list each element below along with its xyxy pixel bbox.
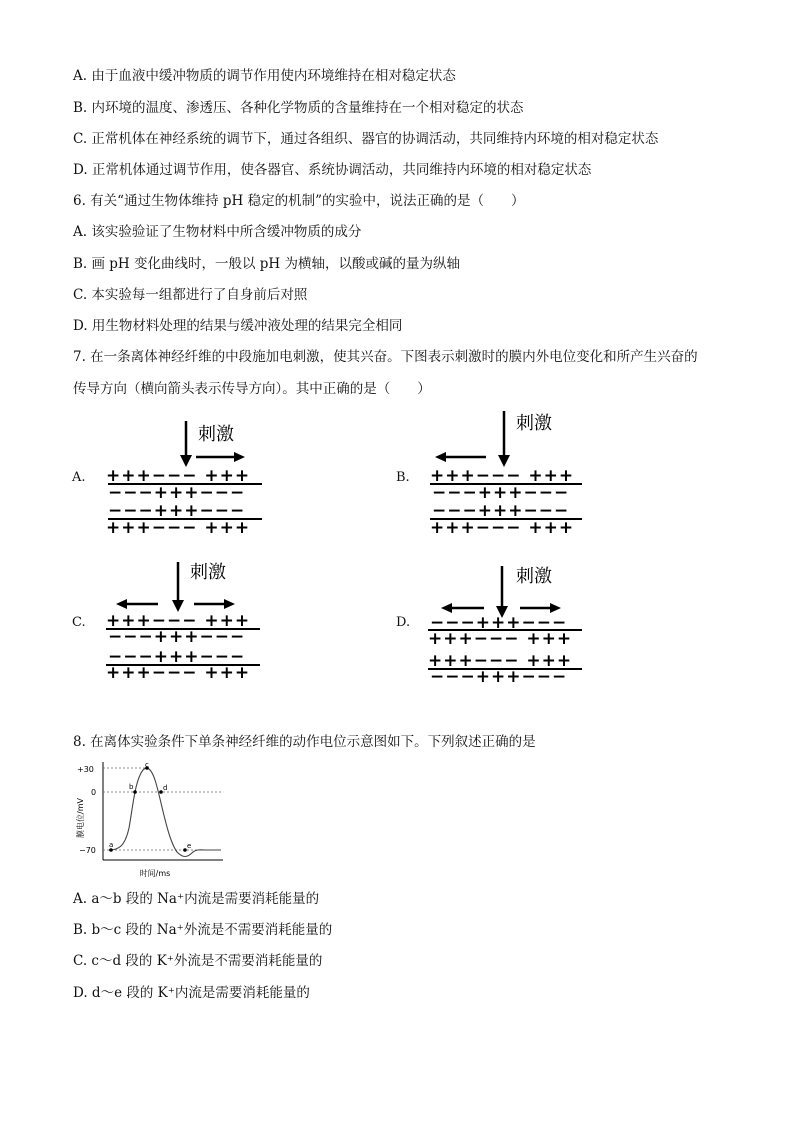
ytick-neg70: −70 (79, 846, 96, 855)
label-e: e (187, 842, 192, 850)
q8-stem: 8. 在离体实验条件下单条神经纤维的动作电位示意图如下。下列叙述正确的是 (73, 734, 536, 750)
row-4-charges: −−−+++−−− (430, 667, 568, 684)
x-axis-label: 时间/ms (139, 869, 171, 878)
q8-option-c: C. c～d 段的 K⁺外流是不需要消耗能量的 (73, 953, 323, 969)
label-d: d (163, 784, 168, 792)
q7-stem-line2: 传导方向（横向箭头表示传导方向）。其中正确的是（ ） (73, 381, 431, 397)
stimulus-label: 刺激 (516, 566, 552, 587)
row-2-charges: −−−+++−−− (108, 483, 246, 503)
label-a: a (109, 841, 114, 849)
stimulus-label: 刺激 (198, 424, 234, 445)
fig-d-label: D. (396, 615, 411, 630)
nerve-figure-c (100, 556, 280, 682)
label-c: c (145, 761, 149, 769)
fig-b-label: B. (396, 470, 410, 485)
ytick-0: 0 (91, 788, 97, 797)
q5-option-a: A. 由于血液中缓冲物质的调节作用使内环境维持在相对稳定状态 (73, 68, 456, 84)
ytick-30: +30 (77, 765, 94, 774)
label-b: b (129, 783, 134, 791)
y-axis-label: 膜电位/mV (76, 798, 85, 838)
q6-option-c: C. 本实验每一组都进行了自身前后对照 (73, 287, 308, 303)
q5-option-c: C. 正常机体在神经系统的调节下，通过各组织、器官的协调活动，共同维持内环境的相对稳定状态 (73, 131, 659, 147)
row-3-charges: −−−+++−−− (108, 501, 246, 521)
q8-option-a: A. a～b 段的 Na⁺内流是需要消耗能量的 (73, 891, 320, 907)
stimulus-label: 刺激 (516, 413, 552, 434)
point-b (133, 790, 137, 794)
row-2-charges: +++−−− +++ (428, 629, 573, 649)
q8-option-d: D. d～e 段的 K⁺内流是需要消耗能量的 (73, 985, 310, 1001)
row-2-charges: −−−+++−−− (108, 627, 246, 647)
nerve-figure-d (422, 560, 602, 684)
q6-option-d: D. 用生物材料处理的结果与缓冲液处理的结果完全相同 (73, 318, 403, 334)
row-1-charges: +++−−− +++ (106, 611, 251, 631)
row-3-charges: +++−−− +++ (428, 651, 573, 671)
stimulus-label: 刺激 (190, 562, 226, 583)
row-4-charges: +++−−− +++ (430, 518, 575, 535)
action-potential-graph (73, 758, 233, 880)
row-1-charges: +++−−− +++ (106, 466, 251, 486)
fig-a-label: A. (72, 470, 86, 485)
nerve-figure-b (424, 405, 604, 535)
q8-option-b: B. b～c 段的 Na⁺外流是不需要消耗能量的 (73, 922, 333, 938)
row-2-charges: −−−+++−−− (432, 483, 570, 503)
row-3-charges: −−−+++−−− (108, 647, 246, 667)
row-4-charges: +++−−− +++ (106, 518, 251, 535)
q6-option-a: A. 该实验验证了生物材料中所含缓冲物质的成分 (73, 224, 362, 240)
row-1-charges: +++−−− +++ (430, 466, 575, 486)
q6-stem: 6. 有关“通过生物体维持 pH 稳定的机制”的实验中，说法正确的是（ ） (73, 193, 525, 209)
action-potential-curve (109, 768, 221, 856)
q5-option-d: D. 正常机体通过调节作用，使各器官、系统协调活动，共同维持内环境的相对稳定状态 (73, 162, 592, 178)
row-4-charges: +++−−− +++ (106, 663, 251, 682)
q7-stem-line1: 7. 在一条离体神经纤维的中段施加电刺激，使其兴奋。下图表示刺激时的膜内外电位变化和所产生兴奋的 (73, 349, 698, 365)
row-1-charges: −−−+++−−− (430, 613, 568, 633)
nerve-figure-a (100, 415, 280, 535)
q5-option-b: B. 内环境的温度、渗透压、各种化学物质的含量维持在一个相对稳定的状态 (73, 100, 524, 116)
row-3-charges: −−−+++−−− (432, 501, 570, 521)
q6-option-b: B. 画 pH 变化曲线时，一般以 pH 为横轴，以酸或碱的量为纵轴 (73, 256, 460, 272)
fig-c-label: C. (72, 615, 86, 630)
